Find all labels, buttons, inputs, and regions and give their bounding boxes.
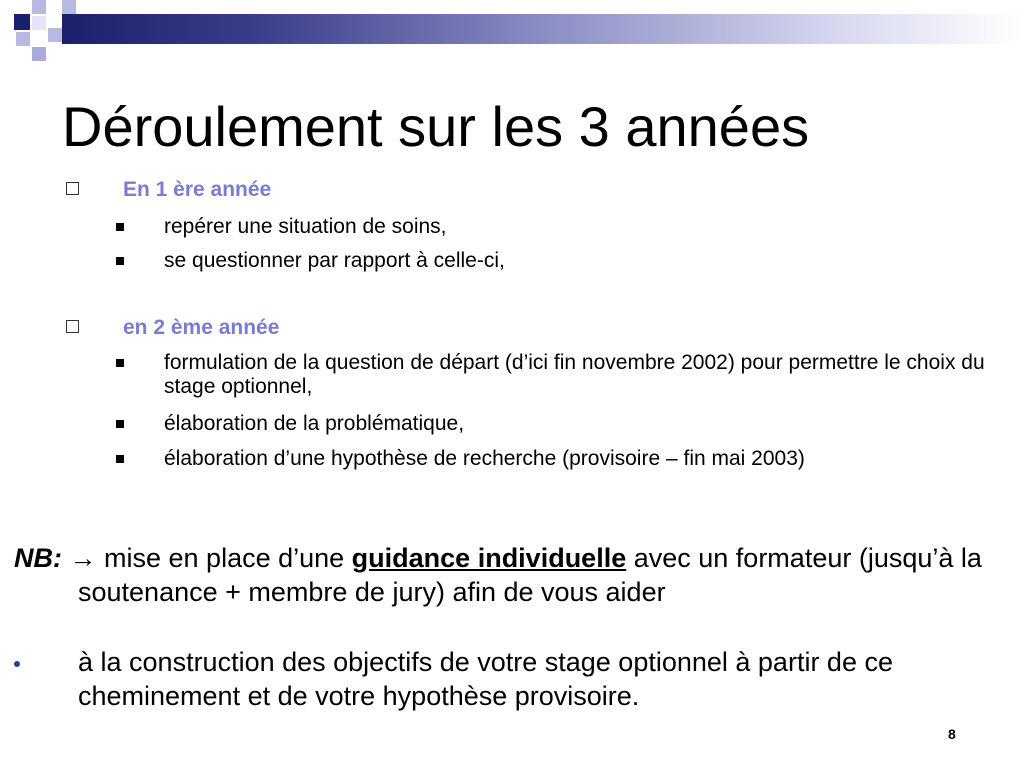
section-heading-text: En 1 ère année bbox=[123, 178, 272, 201]
nb-text: avec un formateur (jusqu’à la soutenance + membre de jury) afin de vous aider bbox=[78, 543, 982, 607]
square-bullet-icon bbox=[116, 420, 124, 428]
list-item bbox=[116, 447, 1011, 471]
header-square bbox=[48, 28, 62, 42]
nb-label: NB: bbox=[14, 543, 62, 573]
header-square bbox=[32, 16, 46, 30]
list-item-text: élaboration de la problématique, bbox=[164, 412, 465, 435]
list-item-text: se questionner par rapport à celle-ci, bbox=[164, 249, 505, 272]
bullet-paragraph bbox=[14, 645, 1004, 713]
checkbox-bullet-icon bbox=[66, 320, 79, 333]
header-square bbox=[32, 0, 46, 14]
section-heading-year-1 bbox=[66, 178, 271, 202]
nb-text: mise en place d’une bbox=[96, 543, 352, 573]
arrow-right-icon: → bbox=[69, 543, 97, 573]
list-item bbox=[116, 249, 1011, 273]
list-item-text: formulation de la question de départ (d’ici fin novembre 2002) pour permettre le choix du stage optionnel, bbox=[164, 351, 985, 398]
header-square bbox=[16, 32, 30, 46]
section-heading-text: en 2 ème année bbox=[123, 316, 280, 339]
page-number: 8 bbox=[948, 726, 956, 742]
square-bullet-icon bbox=[116, 455, 124, 463]
section-heading-year-2 bbox=[66, 316, 279, 340]
checkbox-bullet-icon bbox=[66, 182, 79, 195]
list-item bbox=[116, 351, 1011, 399]
square-bullet-icon bbox=[116, 257, 124, 265]
header-square bbox=[62, 0, 76, 14]
nb-emphasis: guidance individuelle bbox=[351, 543, 627, 573]
square-bullet-icon bbox=[116, 223, 124, 231]
header-square bbox=[32, 47, 46, 61]
nb-paragraph bbox=[14, 541, 1024, 609]
list-item-text: repérer une situation de soins, bbox=[164, 215, 447, 238]
list-item bbox=[116, 215, 1011, 239]
bullet-paragraph-text: à la construction des objectifs de votre stage optionnel à partir de ce cheminement et de votre hypothèse provisoire. bbox=[78, 647, 893, 711]
header-gradient-band bbox=[62, 14, 1024, 44]
square-bullet-icon bbox=[116, 359, 124, 367]
slide-title: Déroulement sur les 3 années bbox=[62, 95, 810, 158]
dot-bullet-icon bbox=[14, 661, 20, 667]
list-item-text: élaboration d’une hypothèse de recherche (provisoire – fin mai 2003) bbox=[164, 447, 805, 470]
header-square bbox=[14, 14, 30, 30]
list-item bbox=[116, 412, 1011, 436]
